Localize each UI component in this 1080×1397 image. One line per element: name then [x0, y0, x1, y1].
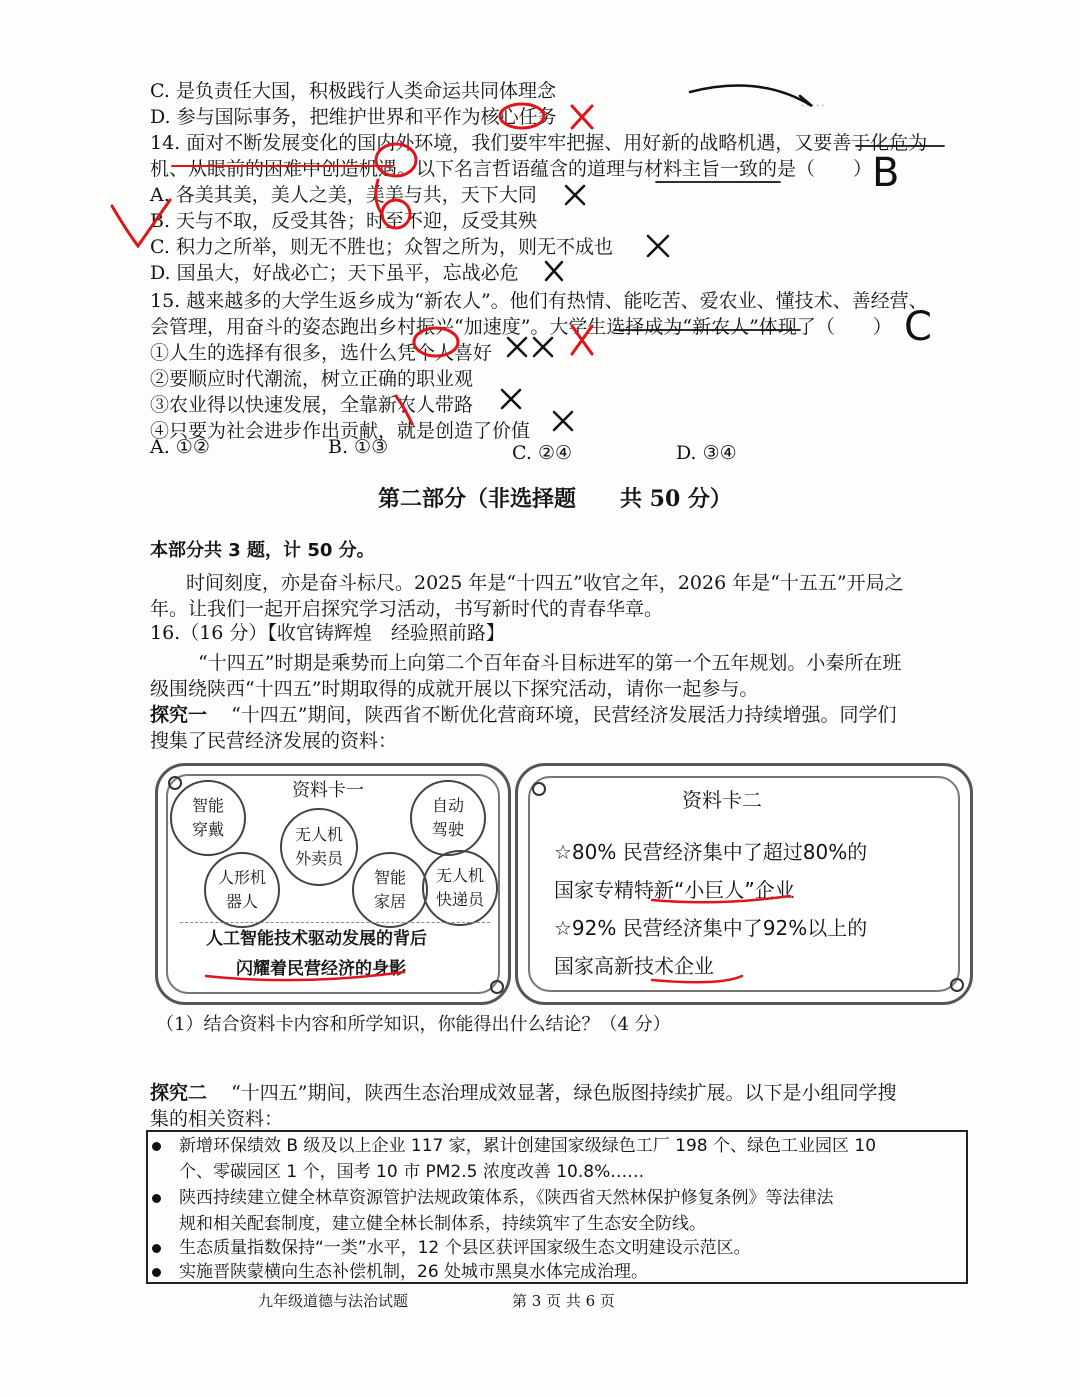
- signal-icon: [490, 980, 504, 994]
- red-x-mark: [572, 106, 592, 128]
- x-option-c: [648, 236, 668, 256]
- bleed-through: ·····: [800, 96, 826, 115]
- explore2-line1: [150, 1080, 897, 1106]
- q15-statement-1: ①人生的选择有很多，选什么凭个人喜好: [150, 342, 493, 364]
- explore2-label: 探究二: [150, 1082, 208, 1104]
- card2-title: 资料卡二: [682, 788, 762, 812]
- info-row-1b: 个、零碳园区 1 个，国考 10 市 PM2.5 浓度改善 10.8%……: [179, 1162, 645, 1182]
- q15-stem-line2: 会管理，用奋斗的姿态跑出乡村振兴“加速度”。大学生选择成为“新农人”体现了（ ）: [150, 316, 892, 338]
- card2-line-1: ☆80% 民营经济集中了超过80%的: [554, 840, 868, 864]
- q16-line2: 级围绕陕西“十四五”时期取得的成就开展以下探究活动，请你一起参与。: [150, 678, 759, 700]
- q15-choice-c: C. ②④: [512, 442, 573, 464]
- q15-choice-a: A. ①②: [150, 436, 210, 458]
- part2-intro-line1: 时间刻度，亦是奋斗标尺。2025 年是“十四五”收官之年，2026 年是“十五五”开局之: [186, 572, 904, 594]
- info-row-2b: 规和相关配套制度，建立健全林长制体系，持续筑牢了生态安全防线。: [179, 1214, 706, 1234]
- handwritten-answer-q14: B: [872, 150, 900, 196]
- bubble-drone-courier: 无人机快递员: [422, 850, 498, 926]
- explore1-line2: 搜集了民营经济发展的资料：: [150, 730, 398, 752]
- q14-option-b: B. 天与不取，反受其咎；时至不迎，反受其殃: [150, 210, 538, 232]
- q14-option-d: D. 国虽大，好战必亡；天下虽平，忘战必危: [150, 262, 519, 284]
- bubble-smart-wearable: 智能穿戴: [170, 780, 246, 856]
- explore2-line2: 集的相关资料：: [150, 1108, 284, 1130]
- handwritten-answer-q15: C: [904, 304, 932, 350]
- q13-option-d: D. 参与国际事务，把维护世界和平作为核心任务: [150, 106, 557, 128]
- info-row-4: 实施晋陕蒙横向生态补偿机制，26 处城市黑臭水体完成治理。: [152, 1258, 648, 1286]
- part2-title: 第二部分（非选择题 共 50 分）: [378, 486, 732, 512]
- black-arrow: [690, 86, 812, 106]
- card1-caption-line2: 闪耀着民营经济的身影: [236, 959, 406, 979]
- explore1-text: “十四五”期间，陕西省不断优化营商环境，民营经济发展活力持续增强。同学们: [231, 704, 897, 726]
- q15-choice-b: B. ①③: [328, 436, 389, 458]
- q14-option-a: A. 各美其美，美人之美，美美与共，天下大同: [150, 184, 537, 206]
- footer-page: 第 3 页 共 6 页: [512, 1292, 615, 1310]
- q16-sub1: （1）结合资料卡内容和所学知识，你能得出什么结论？（4 分）: [156, 1014, 671, 1035]
- explore1-label: 探究一: [150, 704, 208, 726]
- card1-caption-line1: 人工智能技术驱动发展的背后: [206, 929, 427, 949]
- q14-option-c: C. 积力之所举，则无不胜也；众智之所为，则无不成也: [150, 236, 613, 258]
- bubble-smart-home: 智能家居: [352, 852, 428, 928]
- q15-choice-d: D. ③④: [676, 442, 737, 464]
- part2-intro-line2: 年。让我们一起开启探究学习活动，书写新时代的青春华章。: [150, 598, 664, 620]
- q15-statement-4: ④只要为社会进步作出贡献，就是创造了价值: [150, 420, 531, 442]
- q15-statement-3: ③农业得以快速发展，全靠新农人带路: [150, 394, 474, 416]
- card2-line-3: ☆92% 民营经济集中了92%以上的: [554, 916, 868, 940]
- explore1-line1: [150, 702, 897, 728]
- q16-line1: “十四五”时期是乘势而上向第二个百年奋斗目标进军的第一个五年规划。小秦所在班: [198, 652, 902, 674]
- explore2-text: “十四五”期间，陕西生态治理成效显著，绿色版图持续扩展。以下是小组同学搜: [231, 1082, 897, 1104]
- signal-icon-2: [950, 978, 964, 992]
- q16-heading: 16.（16 分）【收官铸辉煌 经验照前路】: [150, 622, 505, 644]
- bubble-humanoid-robot: 人形机器人: [204, 852, 280, 928]
- q14-stem-line1: 14. 面对不断发展变化的国内外环境，我们要牢牢把握、用好新的战略机遇，又要善于化危为: [150, 132, 928, 154]
- card1-title: 资料卡一: [292, 780, 364, 801]
- bubble-drone-delivery-food: 无人机外卖员: [280, 808, 358, 886]
- footer-subject: 九年级道德与法治试题: [258, 1292, 409, 1310]
- bubble-autonomous-driving: 自动驾驶: [410, 780, 486, 856]
- x-option-a: [566, 186, 584, 204]
- q14-stem-line2: 机、从眼前的困难中创造机遇。以下名言哲语蕴含的道理与材料主旨一致的是（ ）: [150, 158, 873, 180]
- x-option-d: [546, 262, 562, 280]
- q13-option-c: C. 是负责任大国，积极践行人类命运共同体理念: [150, 80, 556, 102]
- part2-intro: 本部分共 3 题，计 50 分。: [150, 540, 375, 561]
- card2-line-4: 国家高新技术企业: [554, 954, 714, 978]
- q15-statement-2: ②要顺应时代潮流，树立正确的职业观: [150, 368, 474, 390]
- q15-stem-line1: 15. 越来越多的大学生返乡成为“新农人”。他们有热情、能吃苦、爱农业、懂技术、善经营、: [150, 290, 928, 312]
- info-row-1: 新增环保绩效 B 级及以上企业 117 家，累计创建国家级绿色工厂 198 个、绿色工业园区 10: [152, 1132, 876, 1160]
- info-row-2: 陕西持续建立健全林草资源管护法规政策体系，《陕西省天然林保护修复条例》等法律法: [152, 1184, 834, 1212]
- card2-line-2: 国家专精特新“小巨人”企业: [554, 878, 795, 902]
- info-row-3: 生态质量指数保持“一类”水平，12 个县区获评国家级生态文明建设示范区。: [152, 1234, 751, 1262]
